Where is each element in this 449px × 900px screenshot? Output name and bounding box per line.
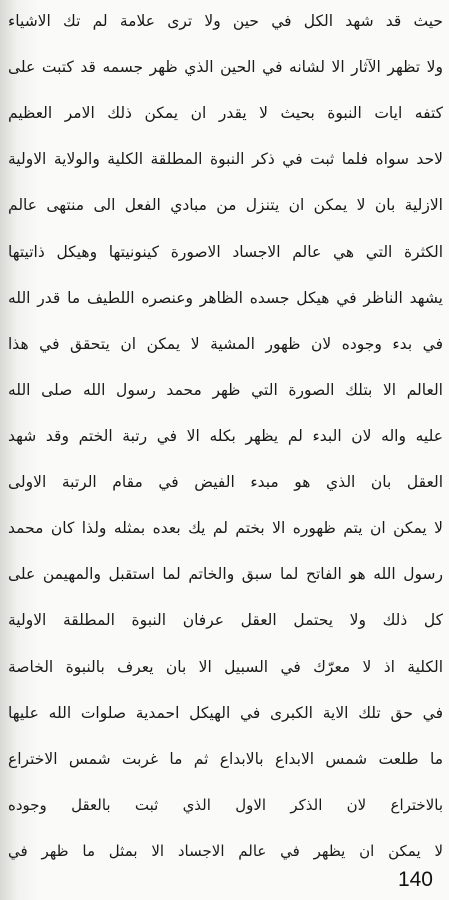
text-line-9: العالم الا بتلك الصورة التي ظهر محمد رسول الله صلى الله [8, 380, 443, 399]
text-line-15: الكلية اذ لا معرّك في السبيل الا بان يعرف بالنبوة الخاصة [8, 657, 443, 676]
text-line-3: كتفه ايات النبوة بحيث لا يقدر ان يمكن ذلك الامر العظيم [8, 104, 443, 123]
text-line-7: يشهد الناظر في هيكل جسده الظاهر وعنصره اللطيف ما قدر الله [8, 288, 443, 307]
text-line-19: لا يمكن ان يظهر في عالم الاجساد الا بمثل ما ظهر في [8, 841, 443, 860]
text-line-6: الكثرة التي هي عالم الاجساد الاصورة كينونيتها وهيكل ذاتيتها [8, 242, 443, 261]
page-number: 140 [397, 868, 433, 891]
text-line-1: حيث قد شهد الكل في حين ولا ترى علامة لم تك الاشياء [8, 12, 443, 30]
text-line-11: العقل بان الذي هو مبدء الفيض في مقام الرتبة الاولى [8, 473, 443, 492]
text-line-14: كل ذلك ولا يحتمل العقل عرفان النبوة المطلقة الاولية [8, 611, 443, 630]
text-line-2: ولا تظهر الآثار الا لشانه في الحين الذي ظهر جسمه قد كتبت على [8, 58, 443, 77]
text-line-13: رسول الله هو الفاتح لما سبق والخاتم لما استقبل والمهيمن على [8, 565, 443, 584]
text-line-17: ما طلعت شمس الابداع بالابداع ثم ما غربت شمس الاختراع [8, 749, 443, 768]
text-line-4: لاحد سواه فلما ثبت في ذكر النبوة المطلقة الكلية والولاية الاولية [8, 150, 443, 169]
text-line-8: في بدء وجوده لان ظهور المشية لا يمكن ان يتحقق في هذا [8, 334, 443, 353]
text-line-16: في حق تلك الاية الكبرى في الهيكل احمدية صلوات الله عليها [8, 703, 443, 722]
text-line-10: عليه واله لان البدء لم يظهر بكله الا في رتبة الختم وقد شهد [8, 426, 443, 445]
text-line-18: بالاختراع لان الذكر الاول الذي ثبت بالعقل وجوده [8, 795, 443, 814]
manuscript-text [8, 6, 443, 866]
text-line-12: لا يمكن ان يتم ظهوره الا بختم لم يك بعده بمثله ولذا كان محمد [8, 519, 443, 538]
text-line-5: الازلية بان لا يمكن ان يتنزل من مبادي الفعل الى منتهى عالم [8, 196, 443, 215]
